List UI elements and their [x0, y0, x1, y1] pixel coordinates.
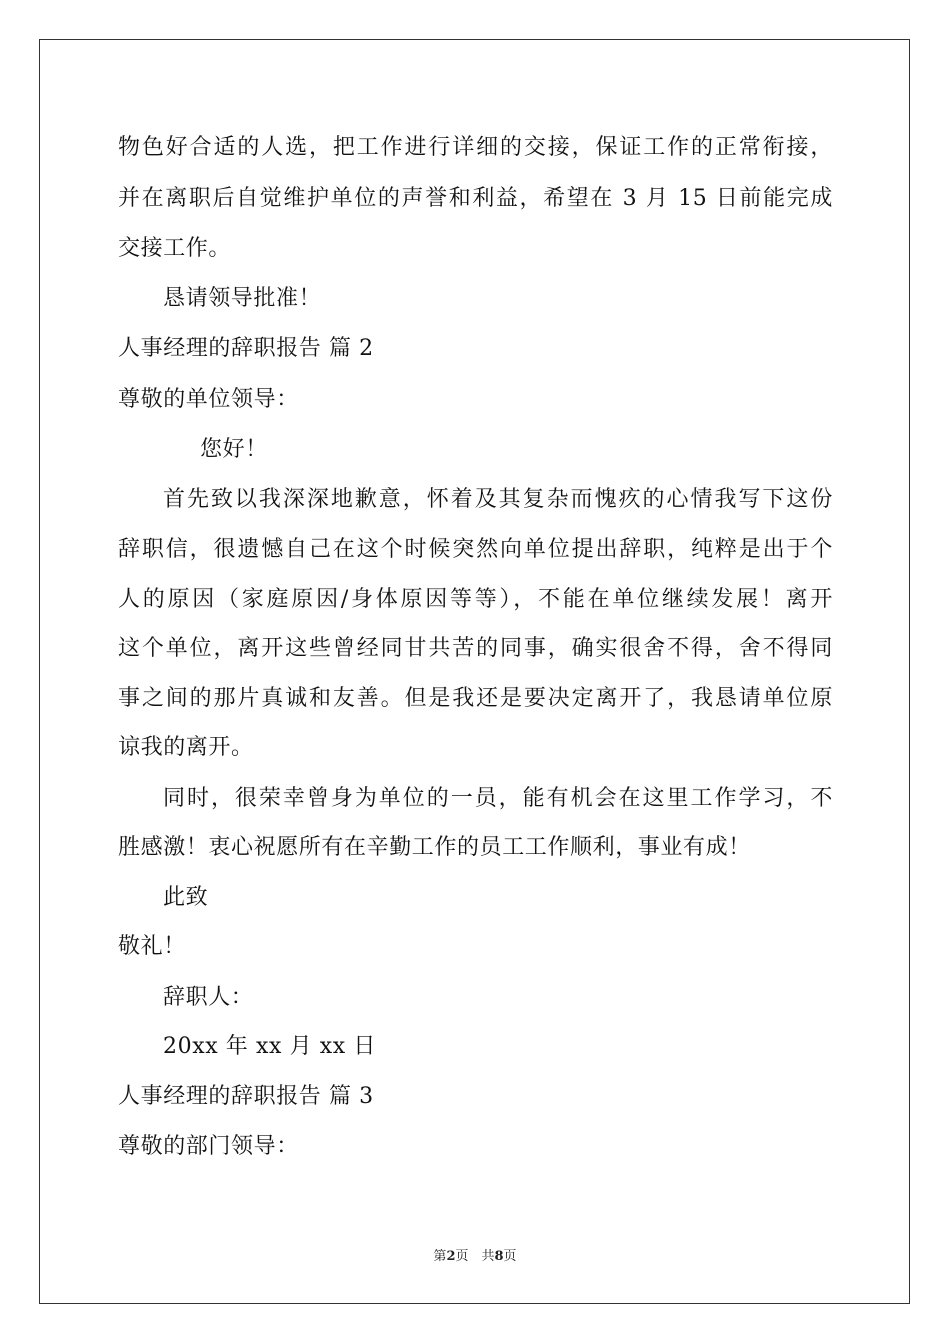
paragraph-line: 这个单位，离开这些曾经同甘共苦的同事，确实很舍不得，舍不得同 — [118, 636, 833, 661]
paragraph-line: 交接工作。 — [118, 236, 232, 261]
paragraph-line: 同时，很荣幸曾身为单位的一员，能有机会在这里工作学习，不 — [163, 786, 833, 811]
footer-prefix: 第 — [433, 1249, 447, 1264]
footer-suffix: 页 — [503, 1249, 517, 1264]
paragraph-line: 并在离职后自觉维护单位的声誉和利益，希望在 3 月 15 日前能完成 — [118, 186, 833, 211]
signature-label: 辞职人： — [163, 985, 254, 1010]
paragraph-line: 事之间的那片真诚和友善。但是我还是要决定离开了，我恳请单位原 — [118, 686, 833, 711]
closing-salute: 敬礼！ — [118, 934, 186, 959]
footer-total-pages: 8 — [494, 1249, 504, 1264]
closing-line: 此致 — [163, 885, 209, 910]
greeting: 您好！ — [200, 437, 268, 462]
paragraph-line: 胜感激！衷心祝愿所有在辛勤工作的员工工作顺利，事业有成！ — [118, 835, 751, 860]
footer-mid: 页 共 — [455, 1249, 495, 1264]
paragraph-line: 首先致以我深深地歉意，怀着及其复杂而愧疚的心情我写下这份 — [163, 487, 833, 512]
paragraph-line: 谅我的离开。 — [118, 735, 254, 760]
section-heading: 人事经理的辞职报告 篇 2 — [118, 336, 374, 361]
page-frame — [39, 39, 910, 1304]
date-line: 20xx 年 xx 月 xx 日 — [163, 1034, 377, 1059]
salutation: 尊敬的单位领导： — [118, 387, 299, 412]
footer-current-page: 2 — [446, 1249, 456, 1264]
paragraph-line: 物色好合适的人选，把工作进行详细的交接，保证工作的正常衔接， — [118, 135, 833, 160]
paragraph-line: 人的原因（家庭原因/身体原因等等），不能在单位继续发展！离开 — [118, 587, 833, 612]
paragraph-line: 辞职信，很遗憾自己在这个时候突然向单位提出辞职，纯粹是出于个 — [118, 537, 833, 562]
paragraph-line: 恳请领导批准！ — [163, 286, 322, 311]
page-footer — [0, 1249, 950, 1265]
section-heading: 人事经理的辞职报告 篇 3 — [118, 1084, 374, 1109]
salutation: 尊敬的部门领导： — [118, 1134, 299, 1159]
